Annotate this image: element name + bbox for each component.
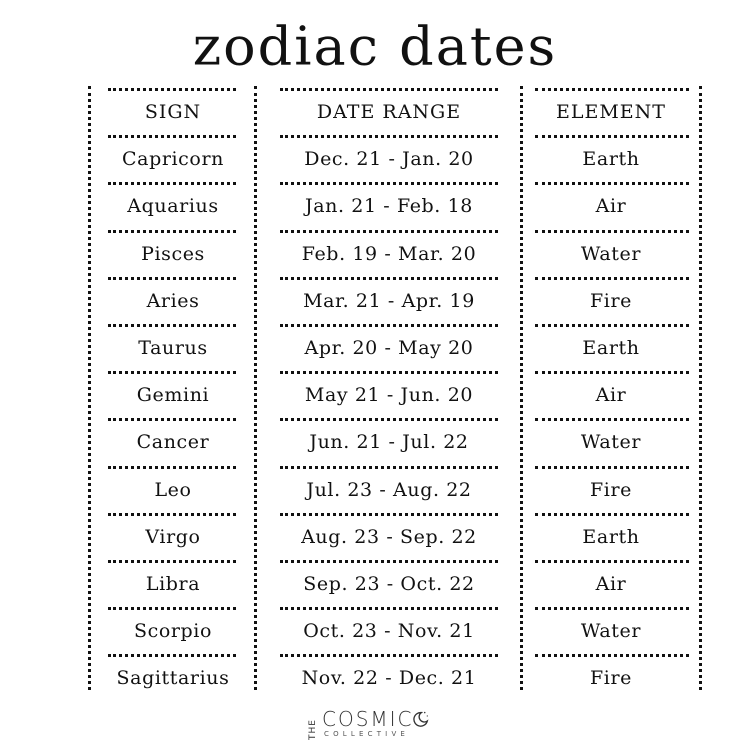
table-cell-element: Water — [580, 431, 642, 453]
table-cell-sign: Sagittarius — [116, 667, 230, 689]
table-cell-element: Water — [580, 620, 642, 642]
table-cell-element: Air — [595, 384, 627, 406]
crescent-moon-stars-icon — [412, 710, 429, 727]
table-cell-date-range: May 21 - Jun. 20 — [304, 384, 474, 406]
column-header-date-range: DATE RANGE — [316, 101, 462, 123]
column-header-sign: SIGN — [144, 101, 202, 123]
table-cell-sign: Capricorn — [122, 148, 224, 170]
table-cell-sign: Scorpio — [133, 620, 213, 642]
table-cell-date-range: Jul. 23 - Aug. 22 — [306, 479, 472, 501]
table-cell-sign: Aries — [146, 290, 200, 312]
table-cell-element: Earth — [582, 148, 640, 170]
table-cell-date-range: Sep. 23 - Oct. 22 — [303, 573, 475, 595]
table-cell-sign: Aquarius — [127, 195, 219, 217]
table-cell-element: Earth — [582, 526, 640, 548]
table-cell-date-range: Nov. 22 - Dec. 21 — [301, 667, 477, 689]
table-cell-sign: Virgo — [145, 526, 201, 548]
table-cell-element: Earth — [582, 337, 640, 359]
table-cell-date-range: Apr. 20 - May 20 — [304, 337, 474, 359]
table-cell-element: Air — [595, 195, 627, 217]
logo-the-text: THE — [308, 719, 318, 740]
table-cell-element: Fire — [590, 479, 632, 501]
table-cell-sign: Taurus — [138, 337, 208, 359]
table-cell-date-range: Aug. 23 - Sep. 22 — [301, 526, 477, 548]
table-cell-sign: Gemini — [136, 384, 210, 406]
table-cell-date-range: Mar. 21 - Apr. 19 — [303, 290, 475, 312]
table-cell-element: Air — [595, 573, 627, 595]
cosmic-collective-logo — [308, 706, 438, 742]
page-title: zodiac dates — [192, 15, 558, 78]
table-cell-element: Water — [580, 243, 642, 265]
table-cell-element: Fire — [590, 667, 632, 689]
table-cell-sign: Pisces — [141, 243, 205, 265]
table-cell-element: Fire — [590, 290, 632, 312]
table-cell-sign: Leo — [154, 479, 192, 501]
table-cell-date-range: Jan. 21 - Feb. 18 — [305, 195, 473, 217]
column-header-element: ELEMENT — [556, 101, 666, 123]
table-cell-sign: Cancer — [136, 431, 210, 453]
logo-sub-text: COLLECTIVE — [324, 730, 410, 738]
table-cell-sign: Libra — [145, 573, 201, 595]
table-cell-date-range: Dec. 21 - Jan. 20 — [304, 148, 474, 170]
table-cell-date-range: Feb. 19 - Mar. 20 — [301, 243, 477, 265]
logo-name-text: COSMIC — [322, 707, 414, 731]
table-cell-date-range: Oct. 23 - Nov. 21 — [303, 620, 475, 642]
table-cell-date-range: Jun. 21 - Jul. 22 — [309, 431, 469, 453]
